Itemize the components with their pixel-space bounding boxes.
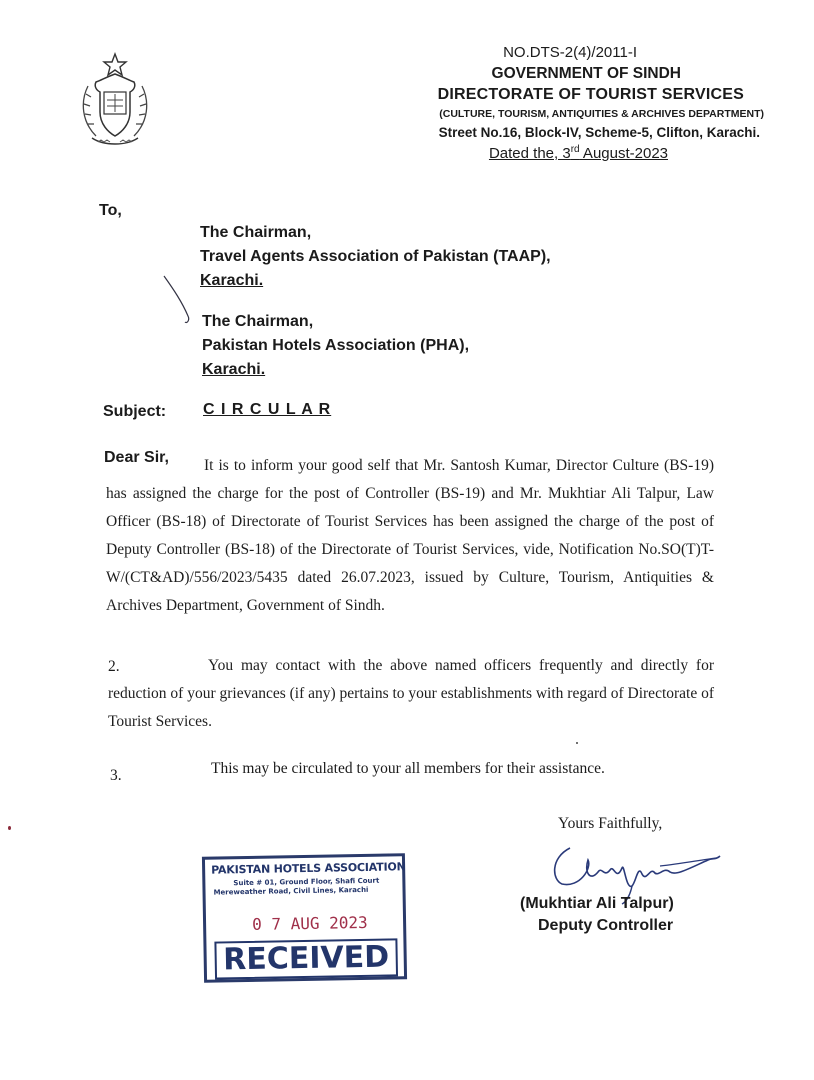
paragraph-1: It is to inform your good self that Mr. Santosh Kumar, Director Culture (BS-19) has assigned the charge for the post of Controller (BS-19) and Mr. Mukhtiar Ali Talpur, Law Officer (BS-18) of Directorate of Tourist Services has been assigned the charge of the post of Deputy Controller (BS-18) of the Directorate of Tourist Services, vide, Notification No.SO(T)T-W/(CT&AD)/556/2023/5435 dated 26.07.2023, issued by Culture, Tourism, Antiquities & Archives Department, Government of Sindh. bbox=[106, 457, 714, 614]
sindh-emblem-seal bbox=[74, 52, 156, 148]
salutation: Dear Sir, bbox=[104, 449, 169, 466]
stamp-org-name: PAKISTAN HOTELS ASSOCIATION bbox=[211, 860, 406, 877]
government-heading: GOVERNMENT OF SINDH bbox=[491, 65, 681, 82]
reference-number: NO.DTS-2(4)/2011-I bbox=[503, 44, 637, 61]
recipient-2 bbox=[202, 310, 469, 382]
date-suffix: August-2023 bbox=[579, 145, 668, 162]
recipient-1-org: Travel Agents Association of Pakistan (TAAP), bbox=[200, 248, 551, 265]
stamp-received-label: RECEIVED bbox=[214, 938, 398, 979]
subject-value: C I R C U L A R bbox=[203, 401, 332, 418]
to-label: To, bbox=[99, 202, 122, 219]
recipient-2-title: The Chairman, bbox=[202, 313, 314, 330]
recipient-1 bbox=[200, 221, 551, 293]
paragraph-2-number: 2. bbox=[108, 658, 120, 675]
date-prefix: Dated the, 3 bbox=[488, 145, 571, 162]
address-line: Street No.16, Block-IV, Scheme-5, Clifton, Karachi. bbox=[438, 125, 760, 140]
stamp-address-1: Suite # 01, Ground Floor, Shafi Court bbox=[233, 876, 380, 888]
received-stamp bbox=[202, 853, 407, 983]
emblem-icon bbox=[74, 52, 156, 148]
paragraph-2: You may contact with the above named officers frequently and directly for reduction of your grievances (if any) pertains to your establishments with regard of Directorate of Tourist Services. bbox=[108, 657, 715, 730]
recipient-1-city: Karachi. bbox=[200, 272, 264, 289]
paragraph-3: This may be circulated to your all members for their assistance. bbox=[211, 760, 605, 777]
pen-stroke-mark bbox=[160, 272, 200, 332]
paper-speck bbox=[576, 742, 578, 744]
dated-line bbox=[489, 144, 668, 162]
signatory-name: (Mukhtiar Ali Talpur) bbox=[520, 895, 674, 912]
paragraph-3-number: 3. bbox=[110, 767, 122, 784]
recipient-2-org: Pakistan Hotels Association (PHA), bbox=[202, 337, 470, 354]
recipient-1-title: The Chairman, bbox=[200, 224, 312, 241]
directorate-heading: DIRECTORATE OF TOURIST SERVICES bbox=[437, 86, 744, 103]
stamp-address-2: Mereweather Road, Civil Lines, Karachi bbox=[213, 885, 369, 897]
subject-label: Subject: bbox=[103, 403, 167, 420]
date-ordinal: rd bbox=[570, 144, 580, 155]
paper-speck bbox=[8, 826, 11, 830]
signatory-designation: Deputy Controller bbox=[538, 917, 674, 934]
recipient-2-city: Karachi. bbox=[202, 361, 266, 378]
department-line: (CULTURE, TOURISM, ANTIQUITIES & ARCHIVES DEPARTMENT) bbox=[439, 108, 764, 120]
stamp-date: 0 7 AUG 2023 bbox=[251, 912, 368, 934]
yours-faithfully: Yours Faithfully, bbox=[558, 815, 663, 832]
